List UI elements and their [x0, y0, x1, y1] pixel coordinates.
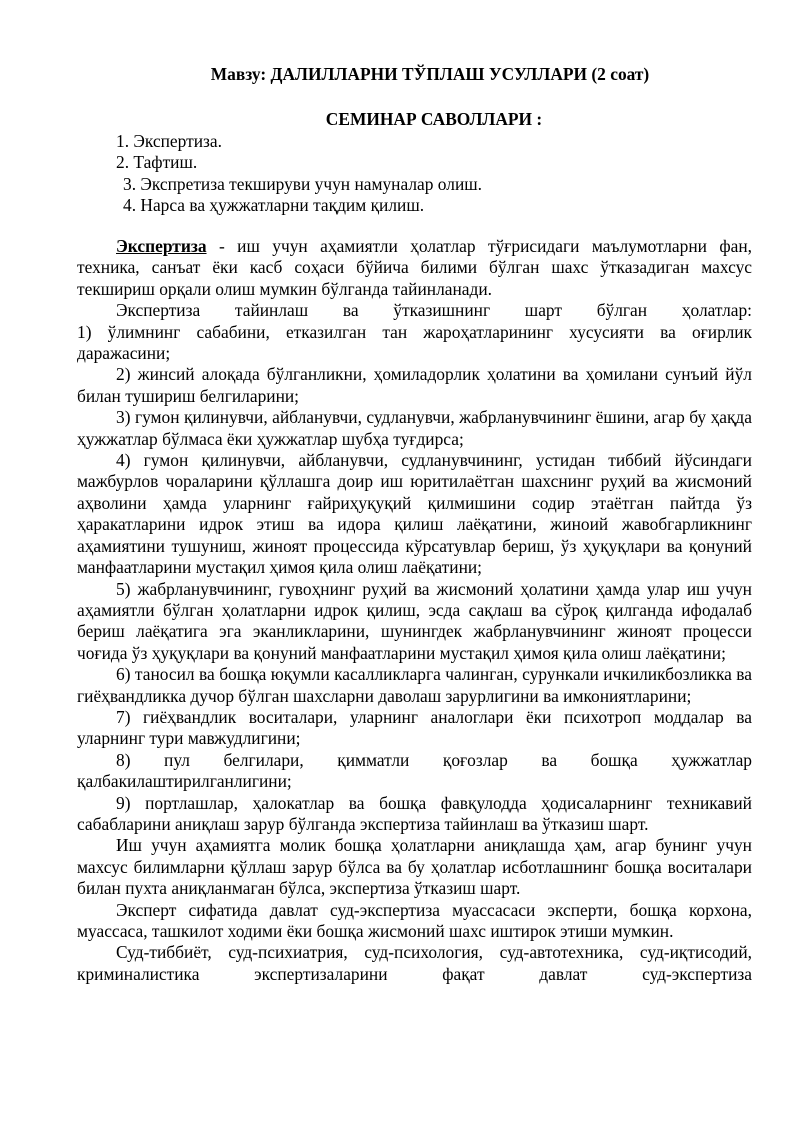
body-paragraph: 6) таносил ва бошқа юқумли касалликларга чалинган, сурункали ичкиликбозликка ва гиёҳвандликка дучор бўлган шахсларни даволаш зарурлигини ва имкониятларини; [77, 664, 752, 706]
body-paragraph: 4) гумон қилинувчи, айбланувчи, судланувчининг, устидан тиббий йўсиндаги мажбурлов чораларини қўллашга доир иш юритилаётган шахснинг руҳий ва жисмоний аҳволини ҳамда уларнинг ғайриҳуқуқий қилмишини содир этаётган пайтда ўз ҳаракатларини идрок этиш ва идора қилиш лаёқатини, жиноий жавобгарликнинг аҳамиятини тушуниш, жиноят процессида кўрсатувлар бериш, ўз ҳуқуқлари ва қонуний манфаатларини мустақил ҳимоя қила олиш лаёқатини; [77, 450, 752, 578]
conditions-lead: Экспертиза тайинлаш ва ўтказишнинг шарт бўлган ҳолатлар: [116, 300, 752, 321]
body-paragraph: Иш учун аҳамиятга молик бошқа ҳолатларни аниқлашда ҳам, агар бунинг учун махсус билимларни қўллаш зарур бўлса ва бу ҳолатлар исботлашнинг бошқа воситалари билан пухта аниқланмаган бўлса, экспертиза ўтказиш шарт. [77, 835, 752, 899]
body-paragraph: 3) гумон қилинувчи, айбланувчи, судланувчи, жабрланувчининг ёшини, агар бу ҳақда ҳужжатлар бўлмаса ёки ҳужжатлар шубҳа туғдирса; [77, 407, 752, 449]
body-paragraph: 1) ўлимнинг сабабини, етказилган тан жароҳатларининг хусусияти ва оғирлик даражасини; [77, 321, 752, 364]
question-item: 2. Тафтиш. [116, 152, 198, 172]
body-paragraph: 2) жинсий алоқада бўлганликни, ҳомиладорлик ҳолатини ва ҳомилани сунъий йўл билан тушириш белгиларини; [77, 364, 752, 406]
term-expertise: Экспертиза [116, 236, 207, 256]
intro-definition: - иш учун аҳамиятли ҳолатлар тўғрисидаги маълумотларни фан, техника, санъат ёки касб соҳаси бўйича билими бўлган шахс ўтказадиган махсус текшириш орқали олиш мумкин бўлганда тайинланади. [77, 236, 752, 299]
seminar-questions-heading: СЕМИНАР САВОЛЛАРИ : [325, 109, 543, 129]
body-paragraph: Эксперт сифатида давлат суд-экспертиза муассасаси эксперти, бошқа корхона, муассаса, ташкилот ходими ёки бошқа жисмоний шахс иштирок этиши мумкин. [77, 899, 752, 941]
question-item: 4. Нарса ва ҳужжатларни тақдим қилиш. [123, 195, 425, 215]
body-paragraph: 8) пул белгилари, қимматли қоғозлар ва бошқа ҳужжатлар қалбакилаштирилганлигини; [77, 749, 752, 792]
body-paragraph: 9) портлашлар, ҳалокатлар ва бошқа фавқулодда ҳодисаларнинг техникавий сабабларини аниқлаш зарур бўлганда экспертиза тайинлаш ва ўтказиш шарт. [77, 792, 752, 834]
question-item: 1. Экспертиза. [116, 131, 222, 151]
body-paragraph-continued: Суд-тиббиёт, суд-психиатрия, суд-психология, суд-автотехника, суд-иқтисодий, криминалистика экспертизаларини фақат давлат суд-экспертиза [77, 942, 752, 984]
intro-paragraph [77, 236, 752, 300]
document-title: Мавзу: ДАЛИЛЛАРНИ ТЎПЛАШ УСУЛЛАРИ (2 соат) [210, 64, 650, 84]
question-item: 3. Экспретиза текшируви учун намуналар олиш. [123, 174, 482, 194]
document-body [77, 236, 752, 985]
body-paragraph: 5) жабрланувчининг, гувоҳнинг руҳий ва жисмоний ҳолатини ҳамда улар иш учун аҳамиятли бўлган ҳолатларни идрок қилиш, эсда сақлаш ва сўроқ қилганда ифодалаб бериш лаёқатига эга эканликларини, шунингдек жабрланувчининг жиноят процесси чоғида ўз ҳуқуқлари ва қонуний манфаатларини мустақил ҳимоя қила олиш лаёқатини; [77, 578, 752, 663]
body-paragraph: 7) гиёҳвандлик воситалари, уларнинг аналоглари ёки психотроп моддалар ва уларнинг тури мавжудлигини; [77, 706, 752, 749]
